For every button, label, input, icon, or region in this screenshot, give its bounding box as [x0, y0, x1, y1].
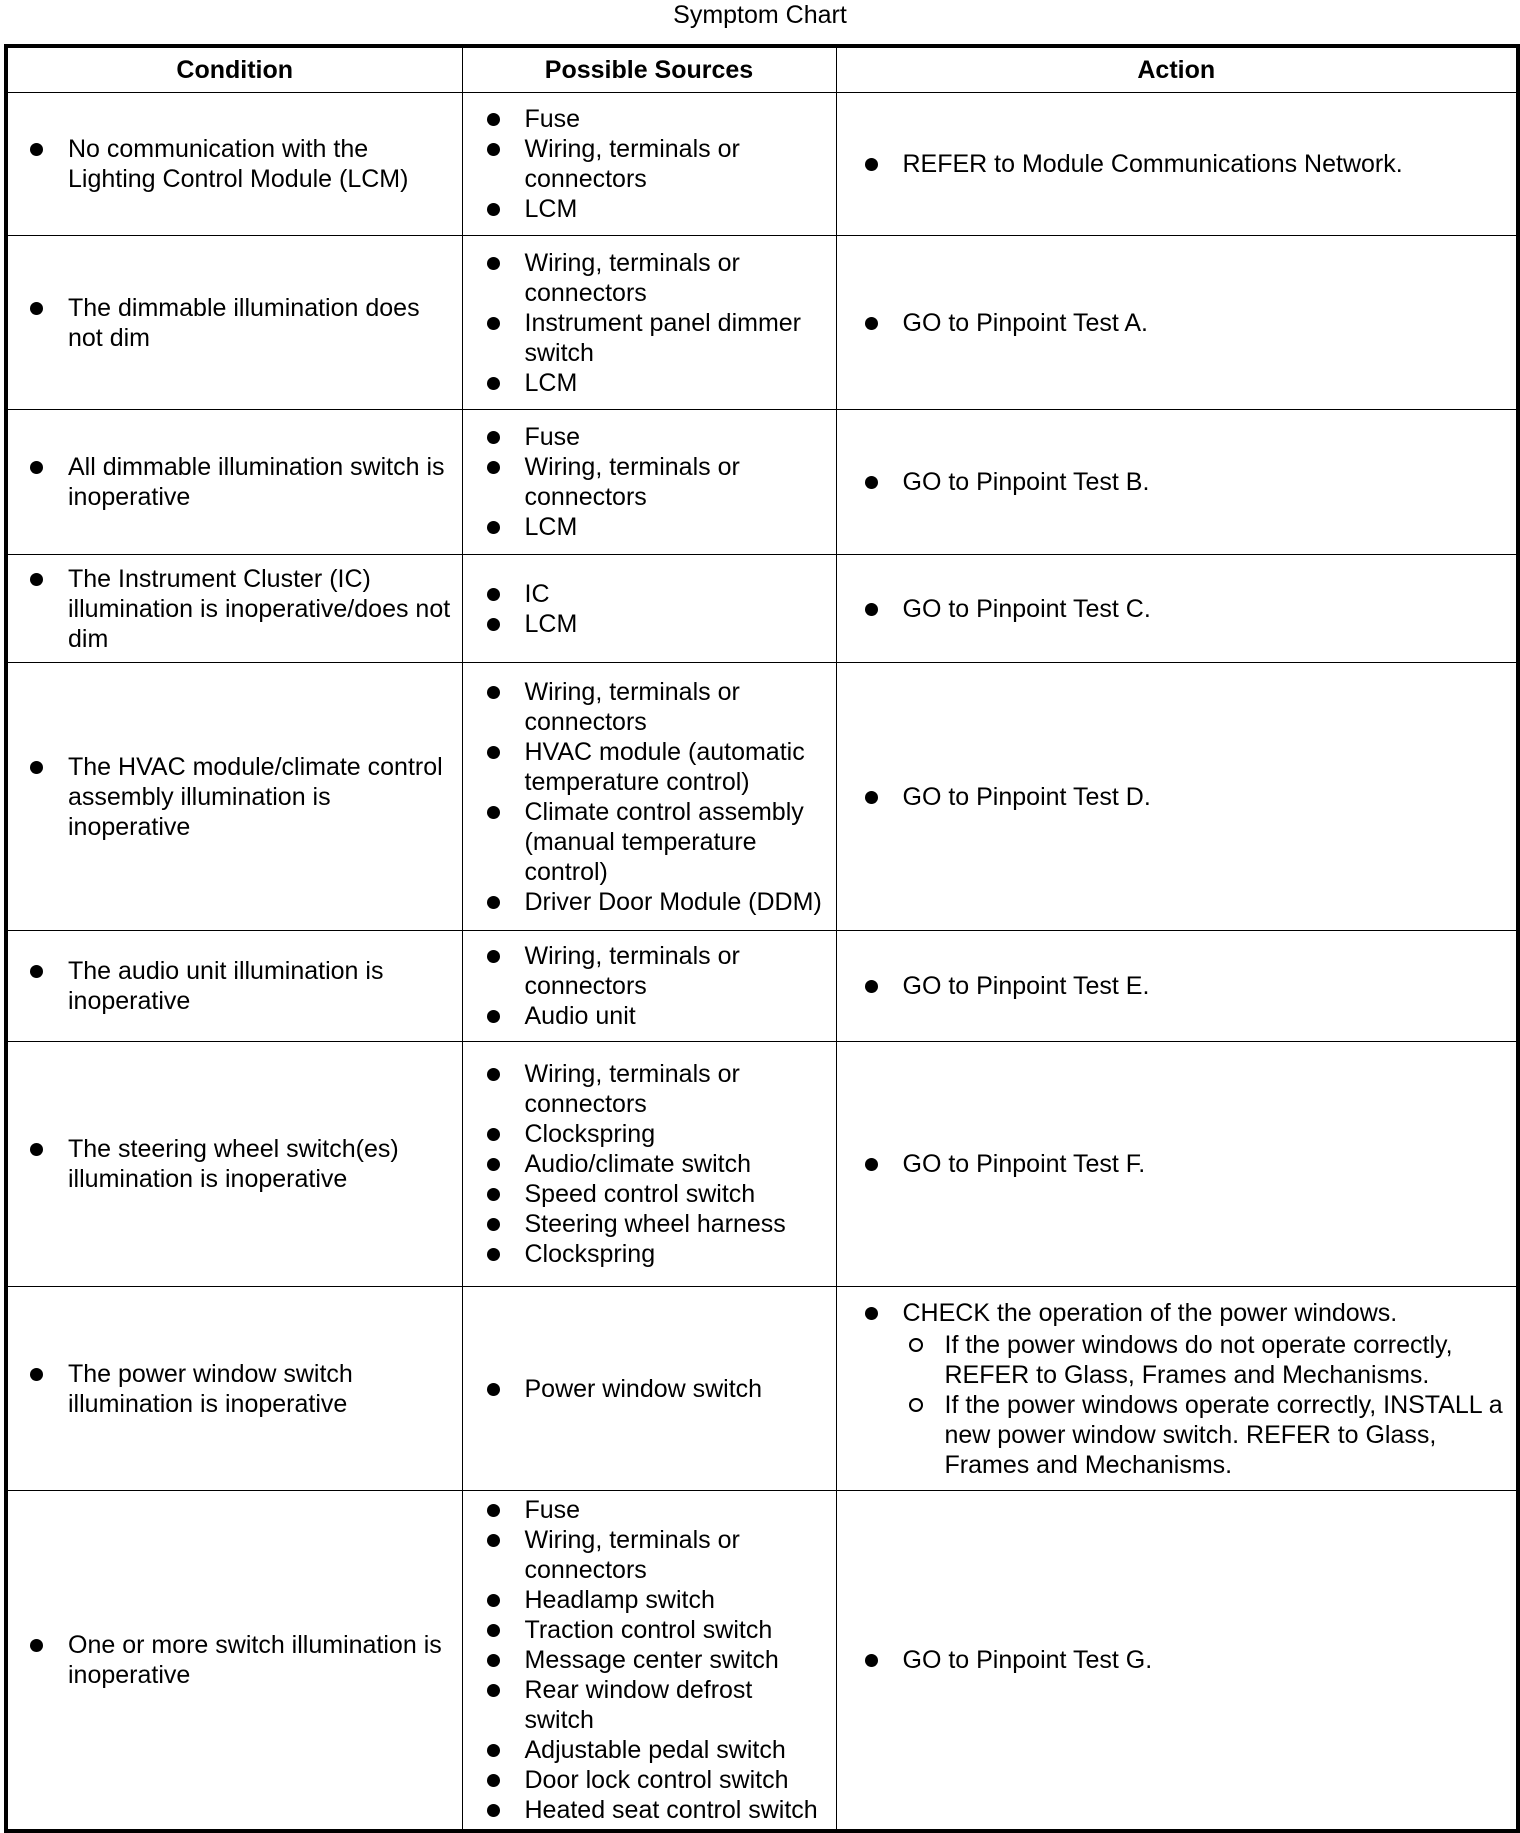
action-text: GO to Pinpoint Test B. — [861, 467, 1507, 497]
table-header-row — [6, 46, 1518, 93]
action-text: GO to Pinpoint Test C. — [861, 594, 1507, 624]
action-cell — [836, 1042, 1518, 1287]
sources-cell — [462, 236, 836, 410]
table-row — [6, 1491, 1518, 1832]
condition-cell — [6, 1287, 462, 1491]
symptom-table — [4, 44, 1520, 1833]
action-text: REFER to Module Communications Network. — [861, 149, 1507, 179]
source-item: Audio/climate switch — [483, 1149, 826, 1179]
source-item: Rear window defrost switch — [483, 1675, 826, 1735]
condition-cell — [6, 93, 462, 236]
condition-text: One or more switch illumination is inoperative — [26, 1630, 452, 1690]
action-cell — [836, 93, 1518, 236]
source-item: Instrument panel dimmer switch — [483, 308, 826, 368]
action-text: CHECK the operation of the power windows. — [902, 1298, 1398, 1327]
action-text: GO to Pinpoint Test F. — [861, 1149, 1507, 1179]
sources-cell — [462, 663, 836, 931]
sources-cell — [462, 1491, 836, 1832]
header-action: Action — [836, 46, 1518, 93]
source-item: Door lock control switch — [483, 1765, 826, 1795]
action-cell — [836, 1287, 1518, 1491]
action-text: GO to Pinpoint Test E. — [861, 971, 1507, 1001]
action-cell — [836, 236, 1518, 410]
sources-cell — [462, 1042, 836, 1287]
source-item: Fuse — [483, 1495, 826, 1525]
action-text: GO to Pinpoint Test G. — [861, 1645, 1507, 1675]
header-possible-sources: Possible Sources — [462, 46, 836, 93]
condition-text: No communication with the Lighting Control Module (LCM) — [26, 134, 452, 194]
header-condition: Condition — [6, 46, 462, 93]
source-item: Steering wheel harness — [483, 1209, 826, 1239]
source-item: Traction control switch — [483, 1615, 826, 1645]
action-subitem: If the power windows operate correctly, INSTALL a new power window switch. REFER to Glass, Frames and Mechanisms. — [903, 1390, 1507, 1480]
source-item: Heated seat control switch — [483, 1795, 826, 1825]
condition-text: The steering wheel switch(es) illumination is inoperative — [26, 1134, 452, 1194]
condition-cell — [6, 1491, 462, 1832]
condition-text: The power window switch illumination is inoperative — [26, 1359, 452, 1419]
source-item: Fuse — [483, 104, 826, 134]
source-item: Adjustable pedal switch — [483, 1735, 826, 1765]
source-item: LCM — [483, 368, 826, 398]
sources-cell — [462, 410, 836, 555]
source-item: Fuse — [483, 422, 826, 452]
source-item: LCM — [483, 609, 826, 639]
condition-cell — [6, 555, 462, 663]
action-cell — [836, 1491, 1518, 1832]
sources-cell — [462, 555, 836, 663]
source-item: Driver Door Module (DDM) — [483, 887, 826, 917]
table-row — [6, 555, 1518, 663]
source-item: HVAC module (automatic temperature control) — [483, 737, 826, 797]
condition-cell — [6, 410, 462, 555]
source-item: Headlamp switch — [483, 1585, 826, 1615]
condition-text: The audio unit illumination is inoperative — [26, 956, 452, 1016]
page-title: Symptom Chart — [673, 1, 847, 29]
source-item: Message center switch — [483, 1645, 826, 1675]
action-subitem: If the power windows do not operate correctly, REFER to Glass, Frames and Mechanisms. — [903, 1330, 1507, 1390]
table-row — [6, 410, 1518, 555]
condition-text: The Instrument Cluster (IC) illumination is inoperative/does not dim — [26, 564, 452, 654]
source-item: LCM — [483, 512, 826, 542]
source-item: IC — [483, 579, 826, 609]
table-row — [6, 931, 1518, 1042]
sources-cell — [462, 931, 836, 1042]
condition-cell — [6, 236, 462, 410]
source-item: Wiring, terminals or connectors — [483, 941, 826, 1001]
source-item: Wiring, terminals or connectors — [483, 248, 826, 308]
source-item: Wiring, terminals or connectors — [483, 1525, 826, 1585]
source-item: Clockspring — [483, 1239, 826, 1269]
source-item: Wiring, terminals or connectors — [483, 134, 826, 194]
table-row — [6, 93, 1518, 236]
source-item: Wiring, terminals or connectors — [483, 1059, 826, 1119]
sources-cell — [462, 1287, 836, 1491]
source-item: Wiring, terminals or connectors — [483, 677, 826, 737]
action-cell — [836, 663, 1518, 931]
sources-cell — [462, 93, 836, 236]
table-row — [6, 236, 1518, 410]
source-item: Clockspring — [483, 1119, 826, 1149]
table-row — [6, 663, 1518, 931]
source-item: Climate control assembly (manual temperature control) — [483, 797, 826, 887]
condition-text: The dimmable illumination does not dim — [26, 293, 452, 353]
source-item: Audio unit — [483, 1001, 826, 1031]
condition-cell — [6, 931, 462, 1042]
action-text: GO to Pinpoint Test D. — [861, 782, 1507, 812]
action-cell — [836, 555, 1518, 663]
symptom-table-container — [4, 44, 1516, 1828]
condition-text: The HVAC module/climate control assembly illumination is inoperative — [26, 752, 452, 842]
table-row — [6, 1287, 1518, 1491]
action-cell — [836, 410, 1518, 555]
action-text: GO to Pinpoint Test A. — [861, 308, 1507, 338]
action-cell — [836, 931, 1518, 1042]
table-row — [6, 1042, 1518, 1287]
source-item: Wiring, terminals or connectors — [483, 452, 826, 512]
condition-cell — [6, 663, 462, 931]
source-item: Power window switch — [483, 1374, 826, 1404]
condition-text: All dimmable illumination switch is inoperative — [26, 452, 452, 512]
condition-cell — [6, 1042, 462, 1287]
source-item: LCM — [483, 194, 826, 224]
source-item: Speed control switch — [483, 1179, 826, 1209]
action-item — [861, 1298, 1507, 1480]
